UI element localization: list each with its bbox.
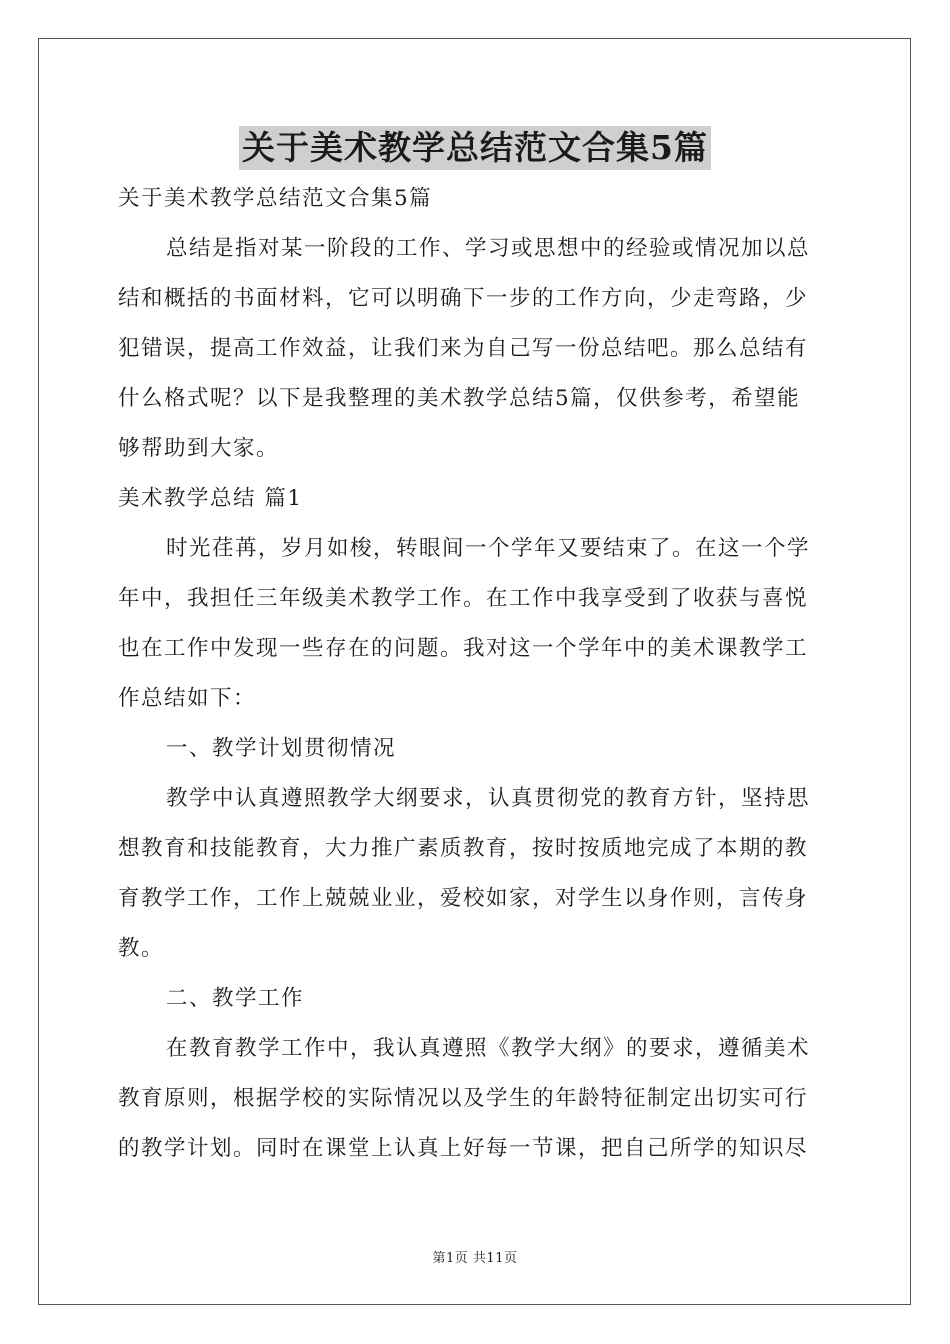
paragraph-line: 教学中认真遵照教学大纲要求，认真贯彻党的教育方针，坚持思 bbox=[166, 786, 811, 811]
paragraph-line: 犯错误，提高工作效益，让我们来为自己写一份总结吧。那么总结有 bbox=[118, 336, 809, 361]
paragraph-line: 想教育和技能教育，大力推广素质教育，按时按质地完成了本期的教 bbox=[118, 836, 809, 861]
paragraph-line: 育教学工作，工作上兢兢业业，爱校如家，对学生以身作则，言传身 bbox=[118, 886, 809, 911]
paragraph-line: 够帮助到大家。 bbox=[118, 436, 280, 461]
paragraph-line: 作总结如下： bbox=[118, 686, 257, 711]
paragraph-line: 结和概括的书面材料，它可以明确下一步的工作方向，少走弯路，少 bbox=[118, 286, 809, 311]
paragraph-line: 时光荏苒，岁月如梭，转眼间一个学年又要结束了。在这一个学 bbox=[166, 536, 811, 561]
paragraph-line: 什么格式呢？以下是我整理的美术教学总结5篇，仅供参考，希望能 bbox=[118, 386, 801, 411]
paragraph-line: 教育原则，根据学校的实际情况以及学生的年龄特征制定出切实可行 bbox=[118, 1086, 809, 1111]
paragraph-line: 教。 bbox=[118, 936, 165, 961]
paragraph-line: 也在工作中发现一些存在的问题。我对这一个学年中的美术课教学工 bbox=[118, 636, 809, 661]
paragraph-line: 在教育教学工作中，我认真遵照《教学大纲》的要求，遵循美术 bbox=[166, 1036, 811, 1061]
subtitle-line: 关于美术教学总结范文合集5篇 bbox=[118, 186, 433, 211]
section-heading: 美术教学总结 篇1 bbox=[118, 486, 303, 511]
subsection-heading: 二、教学工作 bbox=[166, 986, 305, 1011]
document-title: 关于美术教学总结范文合集5篇 bbox=[239, 126, 711, 170]
subsection-heading: 一、教学计划贯彻情况 bbox=[166, 736, 397, 761]
page-border bbox=[38, 38, 911, 1305]
page-footer: 第1页 共11页 bbox=[432, 1251, 518, 1266]
title-wrap bbox=[0, 126, 950, 170]
paragraph-line: 年中，我担任三年级美术教学工作。在工作中我享受到了收获与喜悦 bbox=[118, 586, 809, 611]
paragraph-line: 总结是指对某一阶段的工作、学习或思想中的经验或情况加以总 bbox=[166, 236, 811, 261]
paragraph-line: 的教学计划。同时在课堂上认真上好每一节课，把自己所学的知识尽 bbox=[118, 1136, 809, 1161]
